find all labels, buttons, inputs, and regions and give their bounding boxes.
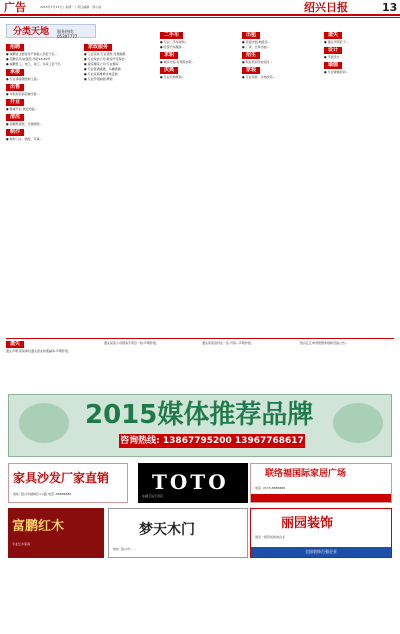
list-item: ● 旺泰汽车服务...	[160, 45, 185, 50]
notice-section	[6, 338, 394, 393]
list-item: ● 专业管道疏通、马桶疏通	[84, 67, 121, 72]
furniture-plaza-ad	[250, 463, 392, 503]
list-item: ● 店面出租,地段佳...	[242, 40, 271, 44]
list-item: ● 隆重开业,欢迎光临...	[6, 107, 38, 112]
ad-bar	[251, 494, 391, 502]
section-header: 出售	[6, 84, 24, 91]
list-item: ● 平面设计...	[324, 55, 343, 60]
section-header: 二手车	[160, 32, 183, 39]
list-item: ● 专业保洁公司:新房开荒保洁	[84, 57, 125, 62]
list-item: ● 职业培训学校招生...	[242, 60, 273, 65]
door-ad	[108, 508, 248, 558]
decor-circle	[333, 403, 383, 443]
list-item: ● 厂房、仓库出租...	[242, 45, 270, 50]
section-header: 招生	[242, 52, 260, 59]
notice-col: 绍兴江汇申贷款整件财新设备公告...	[300, 341, 348, 345]
redwood-ad	[8, 508, 104, 558]
list-item: ● 专业承接钢结构工程...	[6, 77, 40, 82]
section-label: 广告	[4, 1, 26, 14]
newspaper-logo: 绍兴日报	[304, 1, 348, 14]
section-header: 制作	[6, 129, 24, 136]
list-item: ● 专业家装、水电改造...	[242, 75, 276, 80]
notice-col: 遗失声明:某某单位遗失营业执照副本,声明作废。	[6, 349, 71, 353]
section-header: 遗失	[324, 32, 342, 39]
col1-section	[6, 42, 76, 52]
masthead	[0, 0, 400, 16]
ad-sub: 地址: 绍兴市越城区××路 电话: 88888888	[13, 492, 72, 496]
section-header: 清洗	[6, 114, 24, 121]
list-item: ● 诚聘普工、电工、钳工、车床工若干名	[6, 62, 61, 67]
ad-sub: 专业红木家具	[12, 542, 31, 546]
ad-sub: 国家一级资质装饰企业	[255, 535, 286, 539]
ad-title: TOTO	[152, 470, 229, 494]
column-2	[84, 42, 154, 334]
masthead-rule	[0, 17, 400, 18]
notice-col: 遗失某某公司财务专用章一枚,声明作废。	[104, 341, 159, 345]
ad-title: 2015媒体推荐品牌	[85, 400, 314, 430]
classified-phone: 服务热线: 05397777	[57, 29, 78, 40]
list-item: ● 招聘店员/收银员,年龄18-35岁	[6, 57, 51, 62]
sofa-ad	[8, 463, 128, 503]
list-item: ● 三亚家政:专业清洗,月嫂保姆	[84, 52, 126, 56]
list-item: ● 专业庆典策划...	[160, 75, 185, 80]
decor-circle	[19, 403, 69, 443]
decoration-ad	[250, 508, 392, 558]
ad-bar: 全国装饰百强企业	[251, 547, 391, 557]
list-item: ● 华轮村沿街店铺出售...	[6, 92, 40, 97]
ad-title: 家具沙发厂家直销	[13, 471, 110, 485]
notice-col: 遗失某某身份证一张,号码...声明作废。	[202, 341, 254, 345]
list-item: ● 诚实守信,有驾照求职...	[160, 60, 195, 65]
section-header: 招聘	[6, 44, 24, 51]
classified-title: 分类天地	[13, 27, 50, 37]
media-brand-ad	[8, 394, 392, 457]
list-item: ● 遗失声明若干...	[324, 40, 349, 44]
notice-header: 遗失	[6, 341, 24, 348]
list-item: ● 专业开锁换锁,修锁	[84, 77, 113, 82]
ad-title: 丽园装饰	[281, 516, 334, 531]
list-item: ● 制作门头、喷绘、写真...	[6, 137, 43, 142]
list-item: ● 诚聘自主经营房产销售人员若干名...	[6, 52, 58, 56]
toto-ad	[138, 463, 248, 503]
section-header: 承接	[6, 69, 24, 76]
section-header: 出租	[242, 32, 260, 39]
ad-title: 梦天木门	[139, 522, 195, 538]
column-4	[242, 30, 318, 334]
list-item: ● 爱家搬家公司:专业搬家	[84, 62, 119, 67]
column-1	[6, 42, 76, 334]
list-item: ● 油烟机清洗、空调清洗...	[6, 122, 43, 127]
classified-banner	[6, 24, 96, 38]
ad-sub: 东湖卫浴专卖店	[142, 494, 164, 498]
ad-title: 富鹏红木	[12, 519, 65, 534]
section-header: 设计	[324, 47, 342, 54]
ad-sub: 地址: 绍兴市...	[113, 547, 133, 551]
column-5	[324, 30, 394, 334]
section-header: 求职	[160, 52, 178, 59]
list-item: ● 专业二手车收购...	[160, 40, 188, 44]
column-3	[160, 30, 236, 334]
section-header: 瑜伽	[324, 62, 342, 69]
page-number: 13	[382, 1, 398, 14]
list-item: ● 专业家庭维修水电安装	[84, 72, 118, 77]
section-header: 开业	[6, 99, 24, 106]
ad-sub: 电话: 0575-8888888	[255, 486, 286, 490]
issue-meta: 2015年7月13日 | 星期一 | 责任编辑：邢小丽	[40, 5, 102, 9]
ad-hotline: 咨询热线: 13867795200 13967768617	[120, 436, 304, 446]
ad-title: 联络福国际家居广场	[265, 469, 347, 479]
section-header: 家政服务	[84, 44, 112, 51]
section-header: 家装	[242, 67, 260, 74]
section-header: 庆典	[160, 67, 178, 74]
list-item: ● 专业瑜伽培训...	[324, 70, 349, 75]
